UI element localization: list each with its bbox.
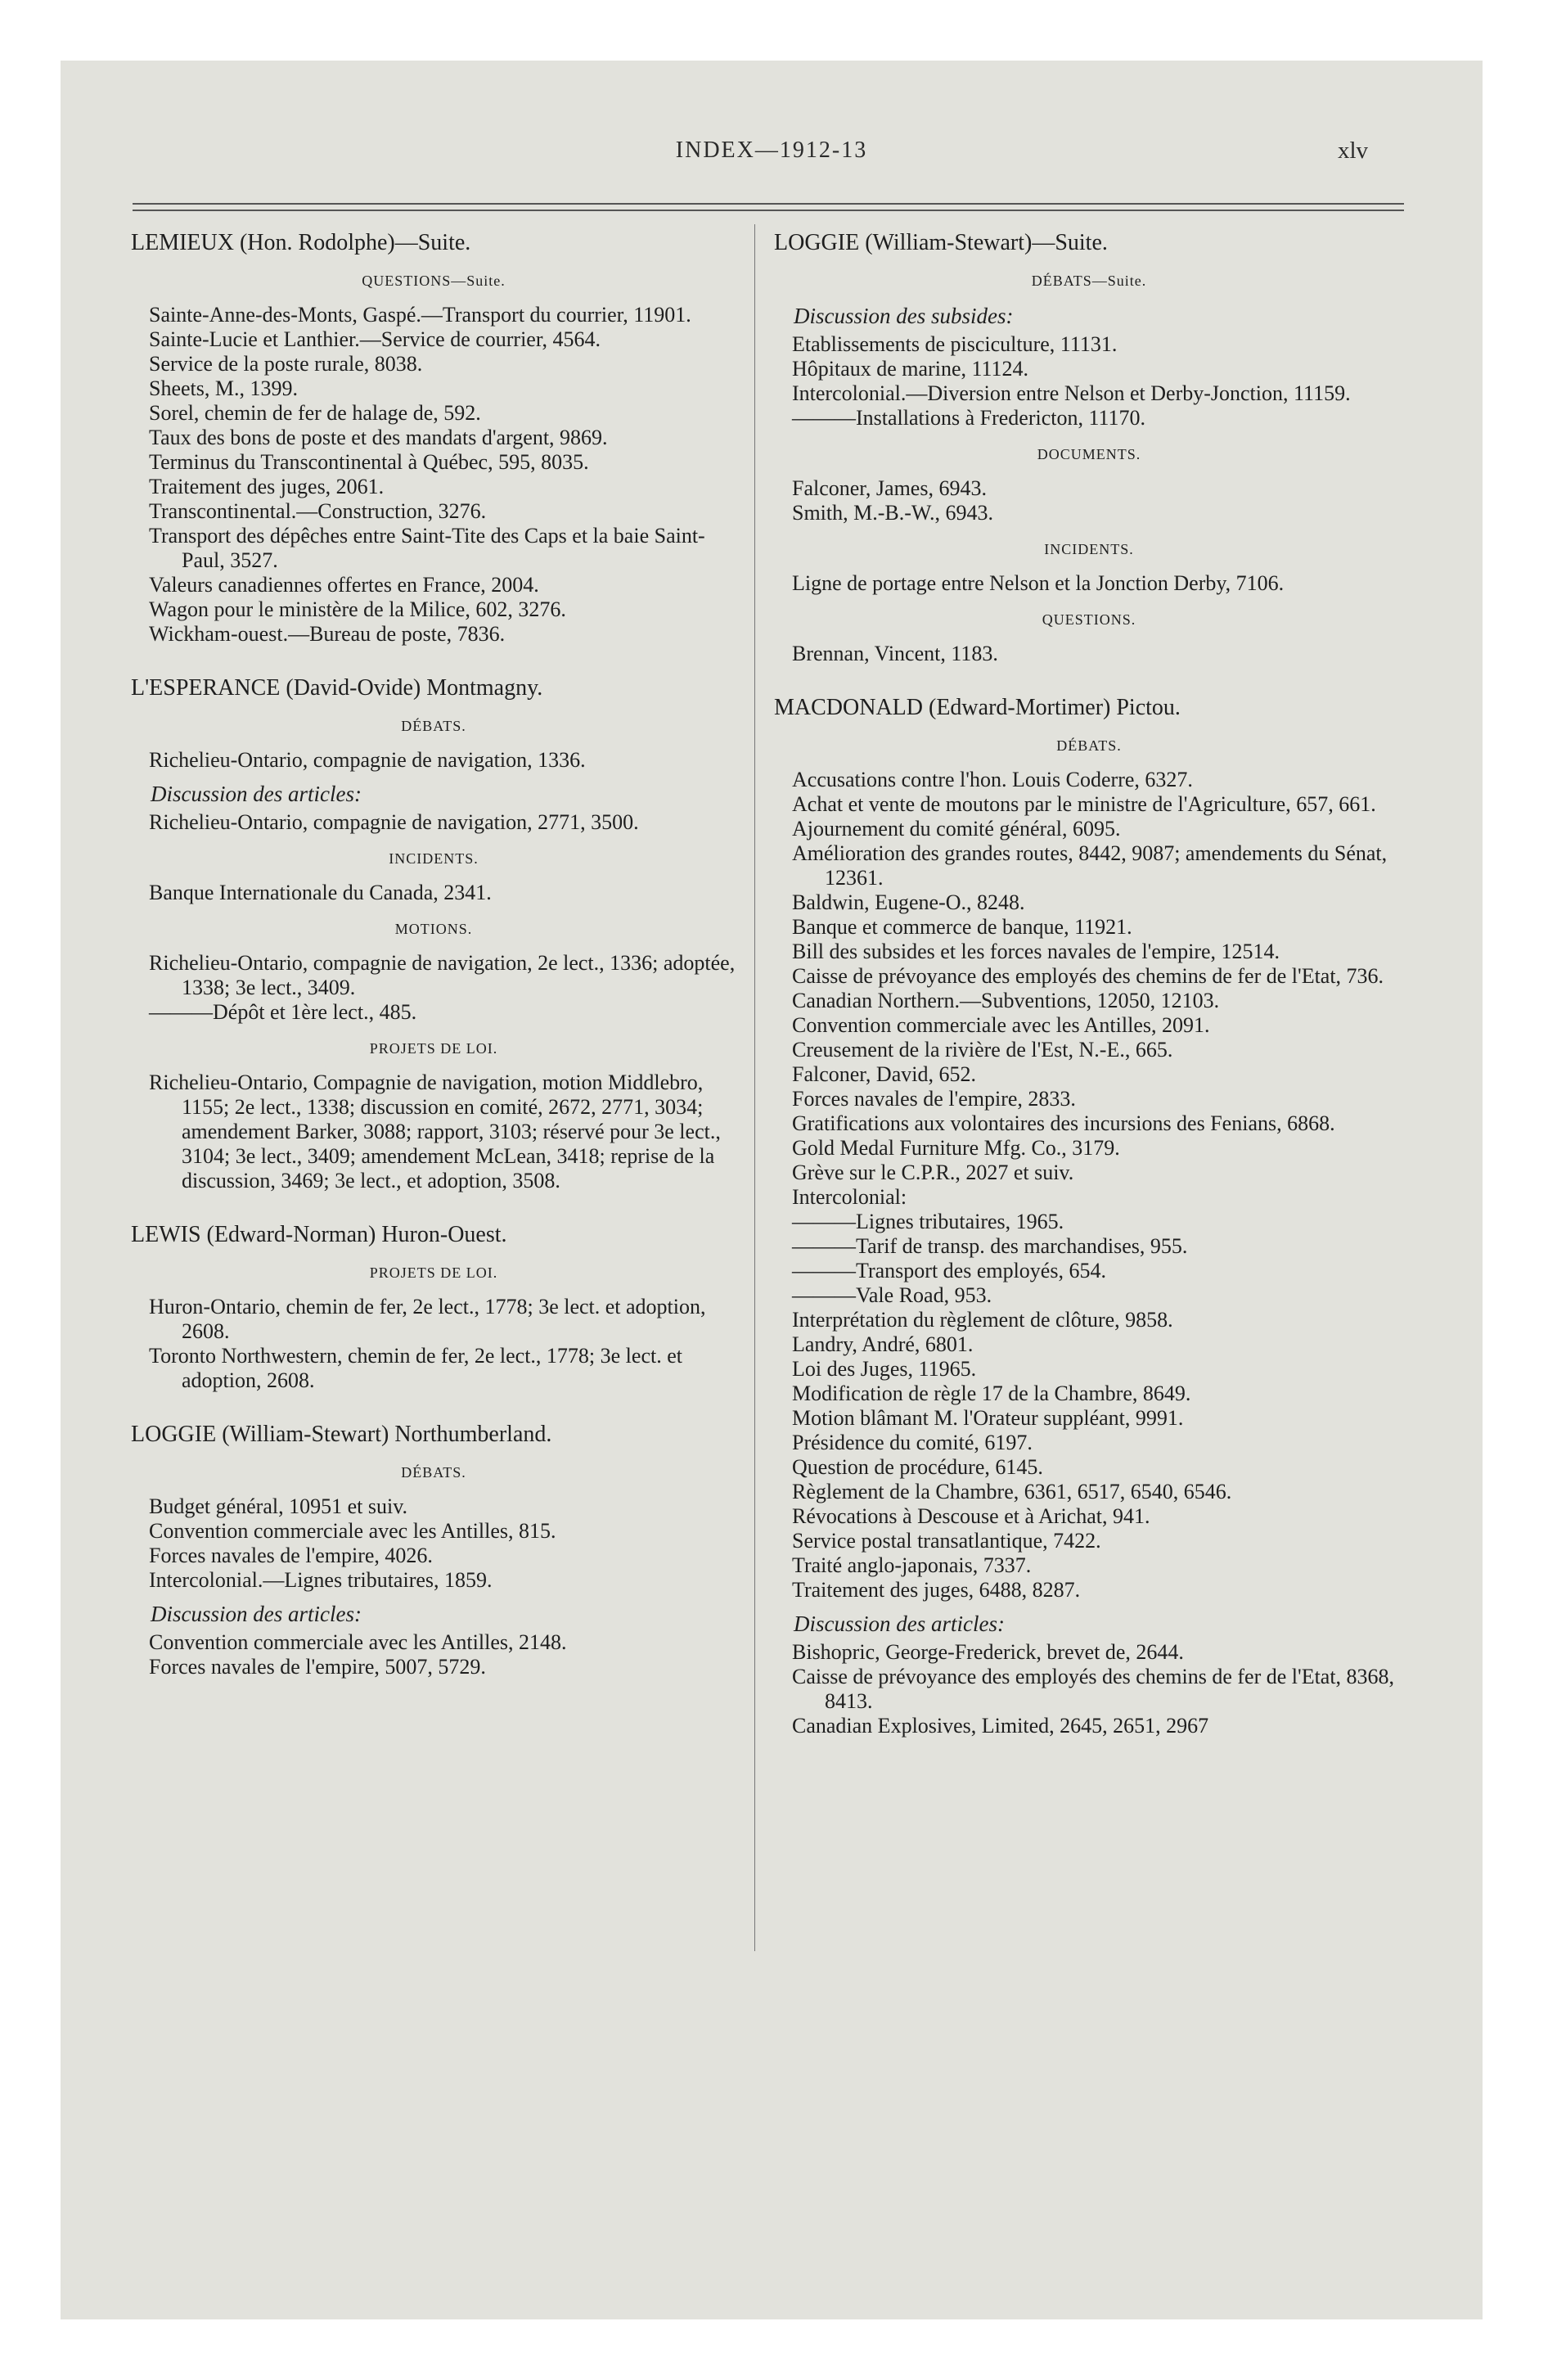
index-item: Caisse de prévoyance des employés des chemins de fer de l'Etat, 736. xyxy=(792,964,1384,988)
index-item: ———Transport des employés, 654. xyxy=(792,1259,1106,1282)
index-item: Bill des subsides et les forces navales de l'empire, 12514. xyxy=(792,940,1280,963)
column-divider xyxy=(754,224,755,1951)
index-item: Révocations à Descouse et à Arichat, 941. xyxy=(792,1504,1150,1528)
index-item: Gold Medal Furniture Mfg. Co., 3179. xyxy=(792,1136,1120,1160)
index-item: Interprétation du règlement de clôture, 9858. xyxy=(792,1308,1173,1332)
index-item: Forces navales de l'empire, 4026. xyxy=(149,1544,433,1567)
page-number: xlv xyxy=(1337,137,1368,164)
section-label: DÉBATS—Suite. xyxy=(1031,273,1147,289)
section-label: PROJETS DE LOI. xyxy=(369,1264,498,1281)
index-item: Huron-Ontario, chemin de fer, 2e lect., 1778; 3e lect. et adoption, 2608. xyxy=(149,1295,706,1343)
index-item: Sainte-Anne-des-Monts, Gaspé.—Transport du courrier, 11901. xyxy=(149,303,691,327)
right-column xyxy=(774,229,1404,1738)
index-item: ———Dépôt et 1ère lect., 485. xyxy=(149,1000,417,1024)
index-item: Transport des dépêches entre Saint-Tite des Caps et la baie Saint-Paul, 3527. xyxy=(149,524,705,572)
section-label: DÉBATS. xyxy=(401,718,466,734)
index-item: Canadian Explosives, Limited, 2645, 2651, 2967 xyxy=(792,1714,1209,1738)
index-item: Achat et vente de moutons par le ministre de l'Agriculture, 657, 661. xyxy=(792,792,1376,816)
index-item: ———Vale Road, 953. xyxy=(792,1283,992,1307)
left-column xyxy=(131,229,736,1679)
subsection-label: Discussion des articles: xyxy=(151,1602,362,1626)
index-item: Creusement de la rivière de l'Est, N.-E., 665. xyxy=(792,1038,1173,1062)
index-item: Banque Internationale du Canada, 2341. xyxy=(149,881,492,904)
section-label: MOTIONS. xyxy=(394,921,473,937)
index-item: Richelieu-Ontario, compagnie de navigation, 1336. xyxy=(149,748,586,772)
section-label: INCIDENTS. xyxy=(389,850,479,867)
index-item: Gratifications aux volontaires des incursions des Fenians, 6868. xyxy=(792,1111,1335,1135)
index-item: Convention commerciale avec les Antilles, 2148. xyxy=(149,1630,567,1654)
section-label: INCIDENTS. xyxy=(1044,541,1134,557)
index-item: Intercolonial: xyxy=(792,1185,907,1209)
index-item: Ajournement du comité général, 6095. xyxy=(792,817,1121,841)
entry-name: LEWIS (Edward-Norman) Huron-Ouest. xyxy=(131,1222,507,1247)
index-item: Intercolonial.—Lignes tributaires, 1859. xyxy=(149,1568,493,1592)
index-item: Wagon pour le ministère de la Milice, 602, 3276. xyxy=(149,597,566,621)
index-item: Traitement des juges, 6488, 8287. xyxy=(792,1578,1081,1602)
index-item: Accusations contre l'hon. Louis Coderre, 6327. xyxy=(792,768,1193,791)
index-item: Convention commerciale avec les Antilles, 2091. xyxy=(792,1013,1210,1037)
index-item: Règlement de la Chambre, 6361, 6517, 6540, 6546. xyxy=(792,1480,1232,1503)
index-item: Forces navales de l'empire, 2833. xyxy=(792,1087,1076,1111)
index-item: Wickham-ouest.—Bureau de poste, 7836. xyxy=(149,622,506,646)
index-item: Caisse de prévoyance des employés des chemins de fer de l'Etat, 8368, 8413. xyxy=(792,1665,1395,1713)
index-item: Richelieu-Ontario, compagnie de navigation, 2e lect., 1336; adoptée, 1338; 3e lect., 3409. xyxy=(149,951,736,999)
header-rule xyxy=(133,203,1404,205)
index-item: Ligne de portage entre Nelson et la Jonction Derby, 7106. xyxy=(792,571,1285,595)
index-item: Richelieu-Ontario, compagnie de navigation, 2771, 3500. xyxy=(149,810,639,834)
index-item: Transcontinental.—Construction, 3276. xyxy=(149,499,487,523)
section-label: QUESTIONS. xyxy=(1042,611,1136,628)
index-item: Falconer, James, 6943. xyxy=(792,476,987,500)
index-item: Richelieu-Ontario, Compagnie de navigation, motion Middlebro, 1155; 2e lect., 1338; discussion en comité, 2672, 2771, 3034; amendement Barker, 3088; rapport, 3103; réservé pour 3e lect., 3104; 3e lect., 3409; amendement McLean, 3418; reprise de la discussion, 3469; 3e lect., et adoption, 3508. xyxy=(149,1071,721,1192)
section-label: DÉBATS. xyxy=(1056,737,1122,754)
page xyxy=(61,61,1483,2319)
index-item: Brennan, Vincent, 1183. xyxy=(792,642,998,665)
running-header-title: INDEX—1912-13 xyxy=(675,137,868,163)
entry-name: MACDONALD (Edward-Mortimer) Pictou. xyxy=(774,695,1181,720)
subsection-label: Discussion des articles: xyxy=(151,782,362,806)
index-item: Modification de règle 17 de la Chambre, 8649. xyxy=(792,1382,1191,1405)
index-item: Question de procédure, 6145. xyxy=(792,1455,1043,1479)
index-item: Etablissements de pisciculture, 11131. xyxy=(792,332,1118,356)
entry-name: LOGGIE (William-Stewart)—Suite. xyxy=(774,230,1108,255)
index-item: Hôpitaux de marine, 11124. xyxy=(792,357,1029,381)
section-label: DÉBATS. xyxy=(401,1464,466,1481)
index-item: Valeurs canadiennes offertes en France, 2004. xyxy=(149,573,539,597)
index-item: Sheets, M., 1399. xyxy=(149,376,298,400)
index-item: Traitement des juges, 2061. xyxy=(149,475,385,498)
index-item: Banque et commerce de banque, 11921. xyxy=(792,915,1132,939)
index-item: Sainte-Lucie et Lanthier.—Service de courrier, 4564. xyxy=(149,327,601,351)
entry-name: LEMIEUX (Hon. Rodolphe)—Suite. xyxy=(131,230,471,255)
index-item: Forces navales de l'empire, 5007, 5729. xyxy=(149,1655,486,1679)
index-item: Service de la poste rurale, 8038. xyxy=(149,352,423,376)
subsection-label: Discussion des articles: xyxy=(794,1611,1005,1636)
index-item: Baldwin, Eugene-O., 8248. xyxy=(792,890,1025,914)
index-item: Bishopric, George-Frederick, brevet de, 2644. xyxy=(792,1640,1184,1664)
index-item: Présidence du comité, 6197. xyxy=(792,1431,1033,1454)
header-rule xyxy=(133,210,1404,211)
index-item: Amélioration des grandes routes, 8442, 9087; amendements du Sénat, 12361. xyxy=(792,841,1388,890)
index-item: Smith, M.-B.-W., 6943. xyxy=(792,501,994,525)
index-item: Service postal transatlantique, 7422. xyxy=(792,1529,1101,1553)
index-item: Convention commerciale avec les Antilles, 815. xyxy=(149,1519,556,1543)
section-label: QUESTIONS—Suite. xyxy=(362,273,506,289)
index-item: ———Installations à Fredericton, 11170. xyxy=(792,406,1146,430)
entry-name: L'ESPERANCE (David-Ovide) Montmagny. xyxy=(131,675,543,701)
entry-name: LOGGIE (William-Stewart) Northumberland. xyxy=(131,1422,552,1447)
index-item: Sorel, chemin de fer de halage de, 592. xyxy=(149,401,481,425)
index-item: Budget général, 10951 et suiv. xyxy=(149,1494,408,1518)
section-label: PROJETS DE LOI. xyxy=(369,1040,498,1057)
index-item: Motion blâmant M. l'Orateur suppléant, 9991. xyxy=(792,1406,1184,1430)
index-item: Intercolonial.—Diversion entre Nelson et Derby-Jonction, 11159. xyxy=(792,381,1351,405)
index-item: ———Lignes tributaires, 1965. xyxy=(792,1210,1064,1233)
index-item: Terminus du Transcontinental à Québec, 595, 8035. xyxy=(149,450,589,474)
index-item: Falconer, David, 652. xyxy=(792,1062,976,1086)
index-item: Traité anglo-japonais, 7337. xyxy=(792,1553,1032,1577)
index-item: Loi des Juges, 11965. xyxy=(792,1357,977,1381)
index-item: Landry, André, 6801. xyxy=(792,1332,974,1356)
index-item: Taux des bons de poste et des mandats d'argent, 9869. xyxy=(149,426,608,449)
subsection-label: Discussion des subsides: xyxy=(794,304,1014,328)
index-item: ———Tarif de transp. des marchandises, 955. xyxy=(792,1234,1188,1258)
section-label: DOCUMENTS. xyxy=(1037,446,1141,462)
index-item: Grève sur le C.P.R., 2027 et suiv. xyxy=(792,1161,1074,1184)
index-item: Toronto Northwestern, chemin de fer, 2e lect., 1778; 3e lect. et adoption, 2608. xyxy=(149,1344,682,1392)
index-item: Canadian Northern.—Subventions, 12050, 12103. xyxy=(792,989,1220,1012)
